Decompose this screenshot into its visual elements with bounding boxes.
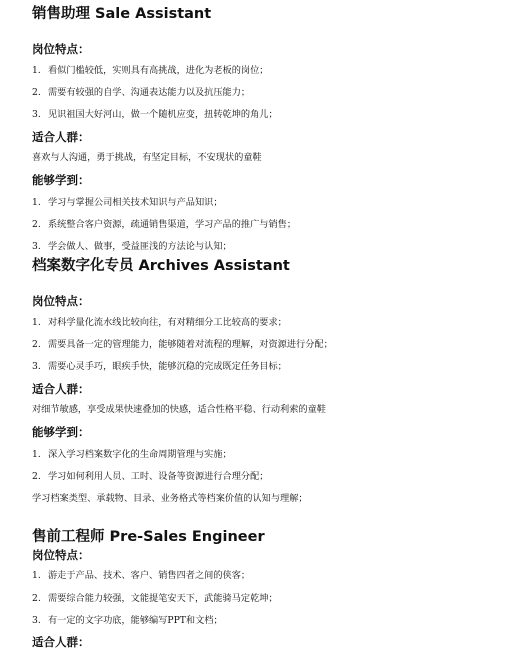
list-text: 系统整合客户资源，疏通销售渠道，学习产品的推广与销售； <box>48 219 297 230</box>
list-item <box>32 240 232 254</box>
list-text: 见识祖国大好河山，做一个随机应变，扭转乾坤的角儿； <box>48 109 278 120</box>
list-item <box>32 614 223 628</box>
list-text: 需要综合能力较强，文能提笔安天下，武能骑马定乾坤； <box>48 593 278 604</box>
job-section-sale-assistant <box>32 4 510 254</box>
list-item <box>32 86 250 100</box>
list-number: 3. <box>32 615 41 626</box>
job-title: 销售助理 Sale Assistant <box>32 6 212 22</box>
list-item <box>32 316 287 330</box>
list-number: 2. <box>32 219 41 230</box>
list-number: 3. <box>32 241 41 252</box>
list-text: 学习如何利用人员、工时、设备等资源进行合理分配； <box>48 471 269 482</box>
job-title: 售前工程师 Pre-Sales Engineer <box>32 529 265 545</box>
list-item <box>32 448 232 462</box>
features-heading: 岗位特点： <box>32 42 90 56</box>
list-number: 1. <box>32 65 41 76</box>
list-number: 1. <box>32 570 41 581</box>
list-item <box>32 470 269 484</box>
list-text: 学会做人、做事，受益匪浅的方法论与认知； <box>48 241 232 252</box>
list-number: 1. <box>32 449 41 460</box>
list-number: 2. <box>32 87 41 98</box>
list-number: 1. <box>32 197 41 208</box>
learn-extra-text: 学习档案类型、承载物、目录、业务格式等档案价值的认知与理解； <box>32 493 308 504</box>
list-item <box>32 569 250 583</box>
suitable-text: 喜欢与人沟通，勇于挑战，有坚定目标，不安现状的童鞋 <box>32 152 262 163</box>
list-number: 1. <box>32 317 41 328</box>
suitable-text: 对细节敏感，享受成果快速叠加的快感，适合性格平稳、行动利索的童鞋 <box>32 404 326 415</box>
list-item <box>32 592 278 606</box>
list-text: 学习与掌握公司相关技术知识与产品知识； <box>48 197 223 208</box>
list-number: 2. <box>32 593 41 604</box>
list-number: 3. <box>32 109 41 120</box>
job-section-pre-sales-engineer <box>32 527 510 651</box>
features-heading: 岗位特点： <box>32 294 90 308</box>
job-title: 档案数字化专员 Archives Assistant <box>32 258 290 274</box>
list-text: 需要心灵手巧，眼疾手快，能够沉稳的完成既定任务目标； <box>48 361 287 372</box>
list-text: 需要具备一定的管理能力，能够随着对流程的理解，对资源进行分配； <box>48 339 333 350</box>
list-item <box>32 108 278 122</box>
list-text: 看似门槛较低，实则具有高挑战，进化为老板的岗位； <box>48 65 269 76</box>
suitable-heading: 适合人群： <box>32 382 90 396</box>
list-item <box>32 360 287 374</box>
features-heading: 岗位特点： <box>32 548 90 562</box>
list-text: 深入学习档案数字化的生命周期管理与实施； <box>48 449 232 460</box>
list-item <box>32 218 296 232</box>
list-item <box>32 338 333 352</box>
list-text: 对科学量化流水线比较向往，有对精细分工比较高的要求； <box>48 317 287 328</box>
list-text: 游走于产品、技术、客户、销售四者之间的侠客； <box>48 570 251 581</box>
job-section-archives-assistant <box>32 256 510 511</box>
list-item <box>32 64 269 78</box>
list-text: 有一定的文字功底，能够编写PPT和文档； <box>48 615 223 626</box>
list-number: 2. <box>32 339 41 350</box>
list-item <box>32 196 223 210</box>
list-number: 2. <box>32 471 41 482</box>
learn-heading: 能够学到： <box>32 425 90 439</box>
list-text: 需要有较强的自学、沟通表达能力以及抗压能力； <box>48 87 251 98</box>
list-number: 3. <box>32 361 41 372</box>
suitable-heading: 适合人群： <box>32 130 90 144</box>
learn-heading: 能够学到： <box>32 173 90 187</box>
suitable-heading: 适合人群： <box>32 635 90 649</box>
